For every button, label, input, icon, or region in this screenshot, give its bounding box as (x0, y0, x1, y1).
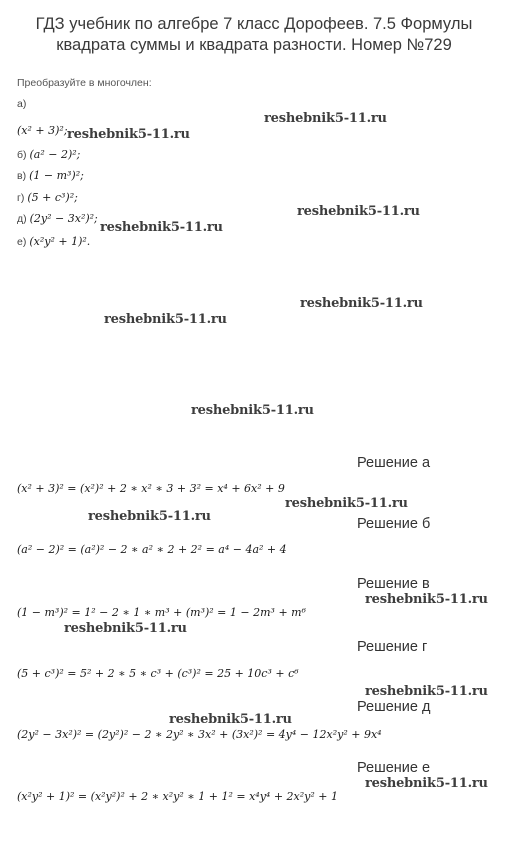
watermark-text: reshebnik5-11.ru (104, 312, 227, 327)
watermark-text: reshebnik5-11.ru (88, 509, 211, 524)
solution-heading-v: Решение в (357, 576, 430, 592)
watermark-text: reshebnik5-11.ru (365, 592, 488, 607)
task-intro: Преобразуйте в многочлен: (17, 77, 152, 89)
watermark-text: reshebnik5-11.ru (67, 127, 190, 142)
watermark-text: reshebnik5-11.ru (297, 204, 420, 219)
solution-formula-d: (2y² − 3x²)² = (2y²)² − 2 ∗ 2y² ∗ 3x² + (3x²)² = 4y⁴ − 12x²y² + 9x⁴ (17, 728, 382, 741)
page-title: ГДЗ учебник по алгебре 7 класс Дорофеев. 7.5 Формулы квадрата суммы и квадрата разности. Номер №729 (35, 15, 473, 54)
watermark-text: reshebnik5-11.ru (365, 776, 488, 791)
solution-heading-g: Решение г (357, 639, 428, 655)
task-g (17, 191, 78, 204)
solution-formula-a: (x² + 3)² = (x²)² + 2 ∗ x² ∗ 3 + 3² = x⁴ + 6x² + 9 (17, 482, 285, 495)
task-label-a: а) (17, 98, 27, 110)
task-expr-d: (2y² − 3x²)²; (29, 212, 98, 225)
task-d (17, 212, 98, 225)
task-label-g: г) (17, 192, 25, 204)
watermark-text: reshebnik5-11.ru (100, 220, 223, 235)
task-v (17, 169, 84, 182)
task-label-b: б) (17, 149, 27, 161)
solution-heading-a: Решение а (357, 455, 431, 471)
task-expr-b: (a² − 2)²; (29, 148, 81, 161)
task-expr-v: (1 − m³)²; (29, 169, 84, 182)
watermark-text: reshebnik5-11.ru (264, 111, 387, 126)
watermark-text: reshebnik5-11.ru (64, 621, 187, 636)
solution-formula-g: (5 + c³)² = 5² + 2 ∗ 5 ∗ c³ + (c³)² = 25 + 10c³ + c⁶ (17, 667, 299, 680)
watermark-text: reshebnik5-11.ru (191, 403, 314, 418)
task-expr-a: (x² + 3)²; (17, 124, 68, 137)
watermark-text: reshebnik5-11.ru (169, 712, 292, 727)
task-e (17, 235, 90, 248)
task-expr-g: (5 + c³)²; (27, 191, 78, 204)
task-label-v: в) (17, 170, 27, 182)
solution-heading-d: Решение д (357, 699, 431, 715)
task-b (17, 148, 80, 161)
solution-formula-b: (a² − 2)² = (a²)² − 2 ∗ a² ∗ 2 + 2² = a⁴ − 4a² + 4 (17, 543, 287, 556)
task-label-d: д) (17, 213, 27, 225)
task-expr-e: (x²y² + 1)². (29, 235, 91, 248)
solution-formula-v: (1 − m³)² = 1² − 2 ∗ 1 ∗ m³ + (m³)² = 1 − 2m³ + m⁶ (17, 606, 306, 619)
solution-formula-e: (x²y² + 1)² = (x²y²)² + 2 ∗ x²y² ∗ 1 + 1² = x⁴y⁴ + 2x²y² + 1 (17, 790, 338, 803)
task-label-e: е) (17, 236, 27, 248)
solution-heading-b: Решение б (357, 516, 431, 532)
watermark-text: reshebnik5-11.ru (300, 296, 423, 311)
watermark-text: reshebnik5-11.ru (285, 496, 408, 511)
watermark-text: reshebnik5-11.ru (365, 684, 488, 699)
solution-heading-e: Решение е (357, 760, 431, 776)
